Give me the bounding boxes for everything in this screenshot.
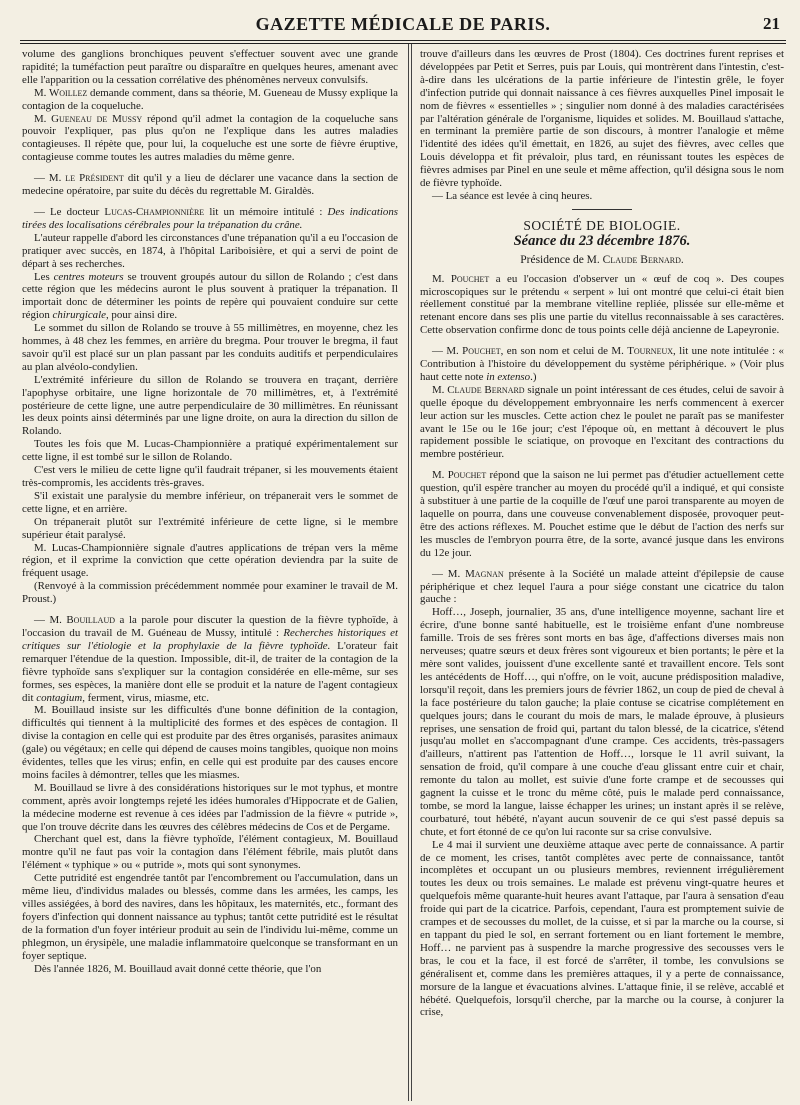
paragraph [22, 172, 398, 198]
paragraph-text: — M. [432, 345, 463, 358]
paragraph-text: , ferment, virus, miasme, etc. [82, 691, 209, 704]
emphasis: centres moteurs [53, 270, 124, 283]
paragraph-text: a la parole pour discuter la question de la fièvre typhoïde, à l'occasion du travail de M. Guéneau de Mussy, intitulé : [22, 614, 398, 639]
paragraph: Le 4 mai il survient une deuxième attaque avec perte de connaissance. A partir de ce moment, les crises, tantôt complètes avec perte de connaissance, tantôt incomplètes et occupant un ou plusieurs membres, reviennent irrégulièrement toutes les deux ou trois semaines. Le malade est prévenu vingt-quatre heures et quelquefois même quarante-huit heures avant l'attaque, par l'aura à sensation d'eau froide qui part de la cicatrice. Parfois, cependant, l'aura est promptement suivie de crampes et de secousses du mollet, de la cuisse, et si par la marche ou la course, si en tappant du pied le sol, en serrant fortement ou en liant fortement le membre, Hoff… ne parvient pas à suspendre la marche progressive des secousses vers le bras, le cou et la face, il est forcé de s'arrêter, il tombe, les convulsions se généralisent et, comme dans les premières attaques, il y a perte de connaissance, morsure de la langue et évacuations alvines. L'attaque finie, il se relève, accablé et hébété. Quelquefois, lorsqu'il cherche, par la marche ou la course, à conjurer la crise, [420, 838, 784, 1019]
speaker-name: — M. Bouillaud [34, 614, 115, 627]
paragraph [22, 271, 398, 323]
speaker-name: Magnan [465, 567, 504, 580]
speaker-name: M. Pouchet [432, 469, 487, 482]
paragraph-text: Les [34, 270, 54, 283]
right-column [420, 48, 784, 1101]
paragraph-text: .) [530, 370, 537, 383]
paragraph [420, 384, 784, 461]
speaker-name: M. Claude Bernard [432, 383, 525, 396]
paragraph-text: lit un mémoire intitulé : [204, 205, 328, 218]
speaker-name: M. Pouchet [432, 272, 490, 285]
paragraph-text: se trouvent groupés autour du sillon de Rolando ; c'est dans cette région que les médecins auront le plus souvent à pratiquer la trépanation. Il importait donc de déterminer les points de repère qui pouvaient conduire sur cette région [22, 270, 398, 322]
paragraph [420, 345, 784, 384]
paragraph: L'auteur rappelle d'abord les circonstances d'une trépanation qu'il a eu l'occasion de pratiquer avec succès, en 1874, à l'hôpital Lariboisière, et qui a servi de point de départ à ses recherches. [22, 231, 398, 270]
column-divider [408, 44, 412, 1101]
paragraph-text: , lit une note intitulée : « Contribution à l'histoire du développement du système périphérique. » (Voir plus haut cette note [420, 345, 784, 383]
paragraph [420, 273, 784, 338]
paragraph: Hoff…, Joseph, journalier, 35 ans, d'une intelligence moyenne, sachant lire et écrire, d'une bonne santé habituelle, est le troisième enfant d'une nombreuse famille. Trois de ses frères sont morts en bas âge, d'affections diverses mais non nerveuses; quatre sœurs et deux frères sont vigoureux et bien portants; le père et la mère sont valides, jouissent d'une excellente santé et travaillent encore. Tels sont les antécédents de Hoff…, qui n'offre, on le voit, aucune prédisposition maladive, lorsqu'il reçoit, dans les premiers jours de février 1862, un coup de pied de cheval à la face postérieure du talon gauche; la plaie contuse se cicatrise complétement en quelques jours; dans le courant du mois de mars, le malade éprouve, à plusieurs reprises, une sensation de froid qui, partant du talon blessé, de la cicatrice, s'étend jusqu'au mollet en s'accompagnant d'une crampe. Ces accidents, très-passagers d'ailleurs, n'attirent pas l'attention de Hoff…, lorsque le 11 avril suivant, la sensation de froid, qu'il compare à une couche d'eau glissant entre cuir et chair, remonte du talon au mollet, est suivie d'une forte crampe et de secousses qui gagnent la cuisse et le tronc du même côté, puis le malade perd connaissance, tombe, se mord la langue, laisse échapper les urines; un instant après il se relève, courbaturé, tout hébété, n'ayant aucun souvenir de ce qui s'est passé depuis sa chute, et fort étonné de ce qu'on lui raconte sur sa crise convulsive. [420, 606, 784, 838]
paragraph: Dès l'année 1826, M. Bouillaud avait donné cette théorie, que l'on [34, 962, 322, 975]
paragraph-text: présente à la Société un malade atteint d'épilepsie de cause périphérique et chez lequel l'aura a pour siége constant une cicatrice du talon gauche : [420, 567, 784, 606]
paragraph: Toutes les fois que M. Lucas-Championnière a pratiqué expérimentalement sur cette ligne, il est tombé sur le sillon de Rolando. [22, 438, 398, 464]
speaker-name: Pouchet [462, 345, 501, 358]
paragraph-text: , en son nom et celui de M. [500, 345, 628, 358]
paragraph-text: — M. [432, 567, 466, 580]
paragraph-text: L'orateur fait remarquer l'étendue de la question. Impossible, dit-il, de traiter de la contagion de la fièvre typhoïde sans s'expliquer sur la contagion considérée en elle-même, sur ses formes, ses espèces, la manière dont elle se produit et la nature de l'agent contagieux dit [22, 639, 398, 704]
paragraph [22, 87, 398, 113]
paragraph [420, 469, 784, 559]
emphasis: chirurgicale [52, 309, 106, 322]
emphasis: in extenso [486, 370, 531, 383]
speaker-name: M. Gueneau de Mussy [34, 112, 143, 125]
header-rule-thin [20, 43, 786, 44]
paragraph [420, 568, 784, 607]
president-name: Claude Bernard. [602, 253, 684, 266]
paragraph: — La séance est levée à cinq heures. [432, 189, 593, 202]
paragraph-text: répond qu'il admet la contagion de la coqueluche sans pouvoir l'expliquer, pas plus qu'on ne l'explique dans les autres maladies contagieuses. Il répète que, pour lui, la coqueluche est une sorte de fièvre éruptive, contagieuse comme toutes les autres maladies du même genre. [22, 112, 398, 164]
session-heading: Séance du 23 décembre 1876. [513, 232, 691, 249]
section-rule [572, 209, 632, 210]
paragraph [22, 614, 398, 704]
journal-title: GAZETTE MÉDICALE DE PARIS. [255, 14, 551, 34]
work-title: Recherches historiques et critiques sur l'étiologie et la prophylaxie de la fièvre typhoïde. [22, 626, 398, 652]
paragraph: Cherchant quel est, dans la fièvre typhoïde, l'élément contagieux, M. Bouillaud montre qu'il ne faut pas voir la contagion dans l'élément fébrile, mais plutôt dans l'élément « typhique » ou « putride », mots qui sont synonymes. [22, 833, 398, 872]
paragraph [22, 206, 398, 232]
paragraph: M. Bouillaud se livre à des considérations historiques sur le mot typhus, et montre comment, après avoir longtemps rejeté les idées humorales d'Hippocrate et de Galien, la médecine moderne est revenue à ces idées par l'admission de la fièvre « putride », que l'on trouve décrite dans les œuvres des célèbres médecins de Cos et de Pergame. [22, 781, 398, 833]
paragraph: Le sommet du sillon de Rolando se trouve à 55 millimètres, en moyenne, chez les hommes, à 48 chez les femmes, en arrière du bregma. Pour trouver le bregma, il faut savoir qu'il est placé sur un plan passant par les conduits auditifs et perpendiculaires au plan alvéolo-condylien. [22, 322, 398, 373]
section-heading: SOCIÉTÉ DE BIOLOGIE. [523, 217, 681, 233]
paragraph: (Renvoyé à la commission précédemment nommée pour examiner le travail de M. Proust.) [22, 580, 398, 606]
paragraph-text: répond que la saison ne lui permet pas d'étudier actuellement cette question, qu'il espère trancher au moyen du procédé qu'il a indiqué, et qui consiste à substituer à une partie de la coquille de l'œuf une paroi transparente au moyen de laquelle on pourra, dans une couveuse convenablement disposée, provoquer peut-être des actions réflexes. M. Pouchet estime que le début de l'action des nerfs sur les muscles de l'embryon pourra être, de la sorte, avancé jusque dans les environs du 12e jour. [420, 469, 784, 559]
left-column [22, 48, 398, 1101]
paragraph-text: , pour ainsi dire. [105, 309, 178, 322]
paragraph-text: signale un point intéressant de ces études, celui de savoir à quelle époque du développement embryonnaire les nerfs commencent à exercer leur action sur les muscles. Cette action chez le poulet ne paraît pas se manifester avant le 15e ou le 16e jour; c'est l'époque où, en mettant à découvert le plus rapidement possible le sciatique, on provoque en l'excitant des contractions du membre postérieur. [420, 383, 784, 461]
paragraph: C'est vers le milieu de cette ligne qu'il faudrait trépaner, si les mouvements étaient très-compromis, les accidents très-graves. [22, 464, 398, 489]
paragraph-text: — Le docteur [34, 205, 105, 218]
presidence-line [420, 254, 784, 267]
paragraph: S'il existait une paralysie du membre inférieur, on trépanerait vers le sommet de cette ligne, et en arrière. [22, 489, 398, 515]
speaker-name: Tourneux [627, 345, 674, 358]
presidence-text: Présidence de M. [520, 253, 603, 266]
paragraph: volume des ganglions bronchiques peuvent s'effectuer souvent avec une grande rapidité; la tuméfaction peut paraître ou disparaître en quelques heures, amenant avec elle l'apparition ou la cessation corrélative des phénomènes nerveux convulsifs. [22, 48, 398, 86]
page-header [20, 14, 786, 38]
paragraph: Cette putridité est engendrée tantôt par l'encombrement ou l'accumulation, dans un même lieu, d'individus malades ou blessés, comme dans les armées, les camps, les villes assiégées, à bord des navires, dans les hôpitaux, les maternités, etc., formant des foyers d'infection qui donnent naissance au typhus; tantôt cette putridité est le résultat de la formation d'un foyer intérieur produit au sein de l'individu lui-même, comme un phlegmon, un érysipèle, une maladie inflammatoire quelconque se transformant en un foyer septique. [22, 872, 398, 962]
header-rule [20, 40, 786, 41]
paragraph: M. Lucas-Championnière signale d'autres applications de trépan vers la même région, et il exprime la conviction que cette opération deviendra par la suite de fréquent usage. [22, 541, 398, 580]
speaker-name: Lucas-Championnière [104, 205, 205, 218]
paragraph: L'extrémité inférieure du sillon de Rolando se trouvera en traçant, derrière l'apophyse orbitaire, une ligne horizontale de 70 millimètres, et, à l'extrémité postérieure de cette ligne, une autre perpendiculaire de 30 millimètres. En réunissant les deux points ainsi déterminés par une ligne droite, on aura la direction du sillon de Rolando. [22, 373, 398, 438]
speaker-name: M. Woillez [34, 86, 88, 99]
paragraph-text: dit qu'il y a lieu de déclarer une vacance dans la section de medecine opératoire, par suite du décès du regrettable M. Giraldès. [22, 172, 398, 198]
paragraph [22, 113, 398, 165]
page-number: 21 [763, 14, 780, 33]
paragraph: trouve d'ailleurs dans les œuvres de Prost (1804). Ces doctrines furent reprises et développées par Petit et Serres, puis par Louis, qui montrèrent dans l'intestin, c'est-à-dire dans les ulcérations de la partie inférieure de l'intestin grêle, le foyer d'infection putride qui donnait naissance à ces fièvres auxquelles Pinel imposait le nom de fièvres « essentielles » ; singulier nom donné à des maladies caractérisées par l'altération générale de l'organisme, liquides et solides. M. Bouillaud s'attache, en terminant la première partie de son discours, à montrer l'analogie et même l'identité des idées qu'il émettait, en 1826, au sujet des fièvres, avec celles que Louis développa et fit prévaloir, plus tard, en réunissant toutes les espèces de fièvres admises par Pinel en une seule et même affection, qu'il désigna sous le nom de fièvre typhoïde. [420, 48, 784, 190]
memoir-title: Des indications tirées des localisations cérébrales pour la trépanation du crâne. [22, 205, 398, 231]
paragraph-text: a eu l'occasion d'observer un « œuf de coq ». Des coupes microscopiques sur le prétendu « serpent » lui ont montré que celui-ci était bien réellement constitué par la membrane vitelline repliée, plissée sur elle-même et retenant encore dans ses plis une partie du vitellus reconnaissable à ses caractères. Cette observation confirme donc de tous points celle déjà ancienne de Lapeyronie. [420, 272, 784, 337]
paragraph: On trépanerait plutôt sur l'extrémité inférieure de cette ligne, si le membre supérieur était paralysé. [22, 515, 398, 541]
paragraph-text: demande comment, dans sa théorie, M. Gueneau de Mussy explique la contagion de la coqueluche. [22, 86, 398, 112]
speaker-name: — M. le Président [34, 172, 124, 185]
paragraph: M. Bouillaud insiste sur les difficultés d'une bonne définition de la contagion, difficultés qui tiennent à la multiplicité des formes et des espèces de contagion. Il divise la contagion en celle qui est produite par des êtres organisés, parasites animaux (gale) ou végétaux; en celle qui dépend de causes moins tangibles, quoique non moins évidentes, telles que les virus; enfin, en celle qui est produite par des causes encore moins faciles à démontrer, telles que les miasmes. [22, 704, 398, 781]
emphasis: contagium [36, 691, 83, 704]
